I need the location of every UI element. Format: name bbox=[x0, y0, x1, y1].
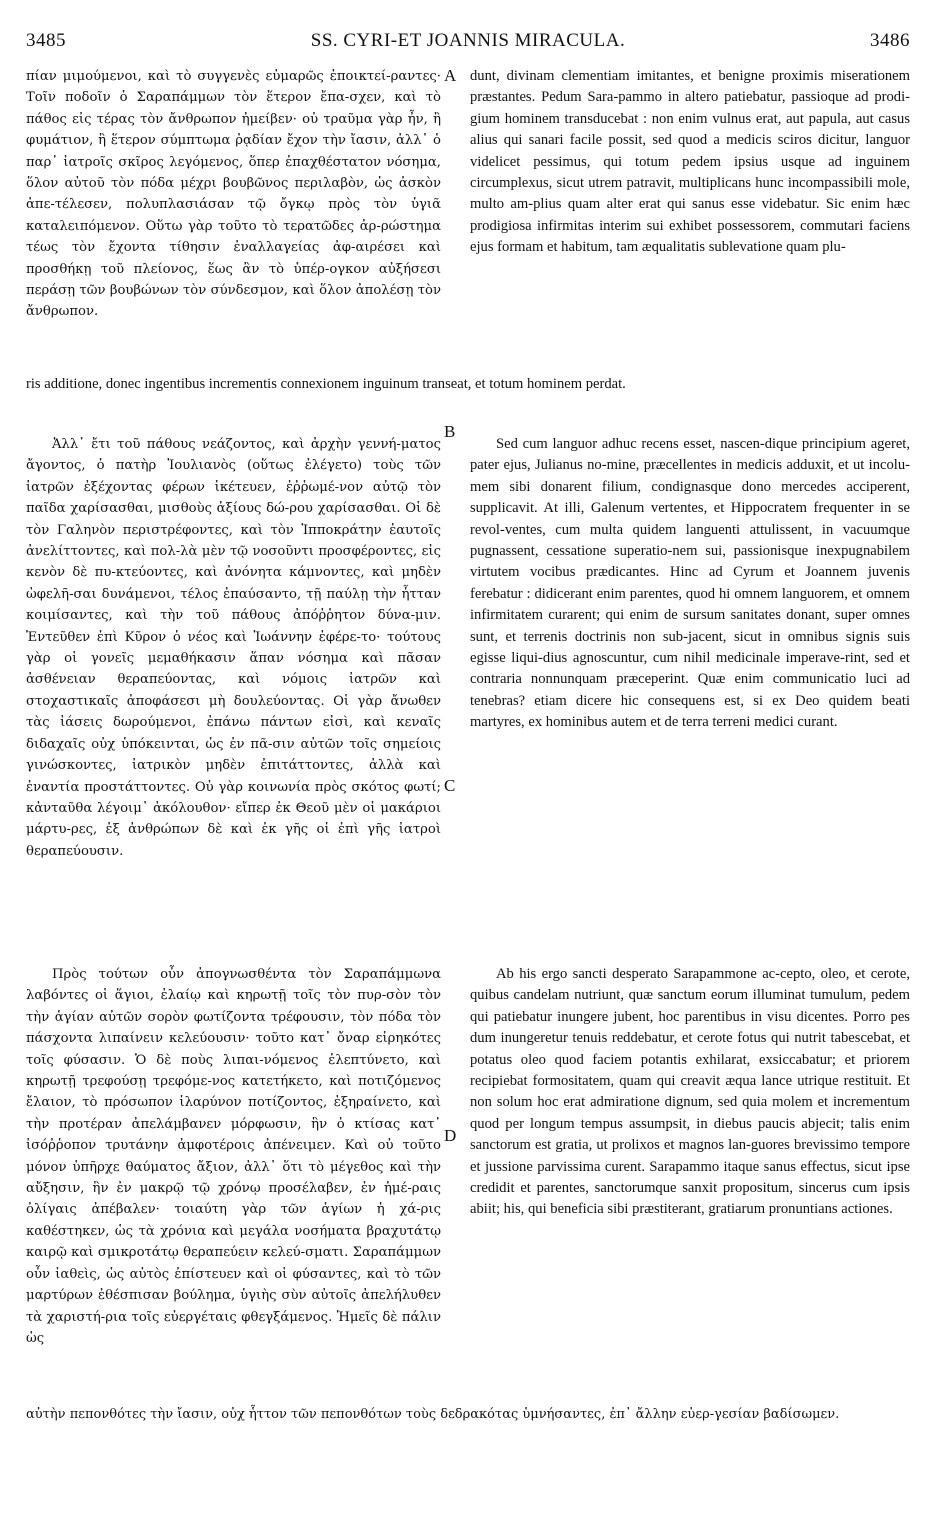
latin-paragraph-1-continuation: ris additione, donec ingentibus incrementis connexionem inguinum transeat, et totum hominem perdat. bbox=[26, 376, 626, 392]
margin-marker-d: D bbox=[444, 1126, 457, 1145]
margin-marker-a: A bbox=[444, 66, 457, 85]
greek-paragraph-2: Ἀλλ᾽ ἔτι τοῦ πάθους νεάζοντος, καὶ ἀρχὴν γεννή-ματος ἄγοντος, ὁ πατὴρ Ἰουλιανὸς (οὕτως ἐλέγετο) τοὺς τῶν ἰατρῶν ἐξέχοντας φέρων ἱκέτευεν, ἐῤῥωμέ-νον αὐτῷ τὸν παῖδα χαρίσασθαι, μισθοὺς ἀξίους δώ-ρου χαρίσασθαι. Οἱ δὲ τὸν Γαληνὸν περιστρέφοντες, καὶ τὸν Ἱπποκράτην ἑαυτοῖς ἀνελίττοντες, καὶ πολ-λὰ μὲν τῷ νοσοῦντι προσφέροντες, εἰς κενὸν δὲ πυ-κτεύοντες, καὶ ἀνόνητα κάμνοντες, καὶ μηδὲν ὠφελῆ-σαι δυνάμενοι, τέλος ἐπαύσαντο, τῇ παύλῃ τὴν ἧτταν κοιμίσαντες, καὶ τὴν τοῦ πάθους ἀπόῤῥητον δύνα-μιν. Ἐντεῦθεν ἐπὶ Κῦρον ὁ νέος καὶ Ἰωάννην ἐφέρε-το· τούτους γὰρ οἱ γονεῖς μεμαθήκασιν ἅπαν νόσημα καὶ πᾶσαν ἀσθένειαν θεραπεύοντας, καὶ νόμοις ἰατρῶν καὶ στοχαστικαῖς ἀποφάσεσι μὴ δουλεύοντας. Οἱ γὰρ ἄνωθεν τὰς ἰάσεις δωρούμενοι, ἐπάνω πάντων εἰσὶ, καὶ κεναῖς διδαχαῖς οὐχ ὑπόκεινται, ὡς ἐν πᾶ-σιν αὐτῶν τοῖς σημείοις γινώσκοντες, ἰατρικὸν μηδὲν ἐπιτάττοντες, ἀλλὰ καὶ ἐναντία προστάττοντες. Οὐ γὰρ κοινωνία πρὸς σκότος φωτί; κἀνταῦθα λέγοιμ᾽ ἀκόλουθον· εἴπερ ἐκ Θεοῦ μὲν οἱ μακάριοι μάρτυ-ρες, ἐξ ἀνθρώπων δὲ καὶ ἐκ γῆς οἱ ἐπὶ γῆς ἰατροὶ θεραπεύουσιν. bbox=[26, 437, 441, 859]
latin-column-block-3 bbox=[470, 964, 910, 1221]
greek-paragraph-3: Πρὸς τούτων οὖν ἀπογνωσθέντα τὸν Σαραπάμμωνα λαβόντες οἱ ἅγιοι, ἐλαίῳ καὶ κηρωτῇ τοῖς τὸν πυρ-σὸν τὸν τὴν ἁγίαν αὐτῶν σορὸν φωτίζοντα τρέφουσιν, τὸν πόδα τὸν πάσχοντα λιπαίνειν κελεύουσιν· τοῦτο κατ᾽ ὄναρ εἰρηκότες τοῖς φύσασιν. Ὁ δὲ ποὺς λιπαι-νόμενος ἐλεπτύνετο, καὶ κηρωτῇ τρεφούσῃ τρεφόμε-νος κατετήκετο, καὶ ποτιζόμενος ἔλαιον, τὸ πρόσωπον ἱλαρύνον ποτίζοντος, ἐξηραίνετο, καὶ τὴν προτέραν ἀπελάμβανεν μόρφωσιν, ἣν ὁ κτίσας κατ᾽ ἰσόῤῥοπον τρυτάνην ἀμφοτέροις ἀπένειμεν. Καὶ οὐ τοῦτο μόνον ὑπῆρχε θαύματος ἄξιον, ἀλλ᾽ ὅτι τὸ μέγεθος καὶ τὴν αὔξησιν, ἣν ἐν μακρῷ τῷ χρόνῳ προσέλαβεν, ἐν ἡμέ-ραις ὀλίγαις ἀπέβαλεν· τοιαύτη γὰρ τῶν ἁγίων ἡ χά-ρις καθέστηκεν, ὡς τὰ χρόνια καὶ μεγάλα νοσήματα βραχυτάτῳ καιρῷ καὶ σμικροτάτῳ θεραπεύειν κελεύ-σματι. Σαραπάμμων οὖν ἰαθεὶς, ὡς αὐτὸς ἐπίστευεν καὶ οἱ φύσαντες, καὶ τὸ τῶν μαρτύρων ἐθέσπισαν βούλημα, ὑγιὴς σὺν αὐτοῖς ἀπελήλυθεν τὰ χαριστή-ρια τοῖς εὐεργέταις φθεγξάμενος. Ἡμεῖς δὲ πάλιν ὡς bbox=[26, 967, 441, 1346]
latin-paragraph-1: dunt, divinam clementiam imitantes, et benigne proximis miserationem præstantes. Pedum Sara-pammo in altero patiebatur, passioque ad prodi-gium hominem transducebat : non enim vulnus erat, aut papula, aut casus alius qui sanari facile possit, sed quod a medicis sciros dicitur, languor videlicet pessimus, qui totum pedem ipsius usque ad inguinem circumplexus, sicut utrem patravit, multiplicans hunc incompassibili mole, multo am-plius quam alter erat qui sanus esse videbatur. Sic enim hæc prodigiosa infirmitas interim sui exhibet possessorem, commutari faciens ejus formam et habitum, tam æqualitatis sublevatione quam plu- bbox=[470, 68, 910, 256]
greek-paragraph-1: πίαν μιμούμενοι, καὶ τὸ συγγενὲς εὐμαρῶς ἐποικτεί-ραντες· Τοῖν ποδοῖν ὁ Σαραπάμμων τὸν ἕτερον ἔπα-σχεν, καὶ τὸ πάθος εἰς τέρας τὸν ἄνθρωπον ἠμείβεν· οὐ τραῦμα γὰρ ἦν, ἢ φυμάτιον, ἢ ἕτερον σύμπτωμα ῥᾳδίαν ἔχον τὴν ἴασιν, ἀλλ᾽ ὁ παρ᾽ ἰατροῖς σκῖρος λεγόμενος, ὅπερ ἐπαχθέστατον νόσημα, ὅλον αὐτοῦ τὸν πόδα μέχρι βουβῶνος περιλαβὸν, ὡς ἀσκὸν ἀπε-τέλεσεν, πολυπλασιάσαν τῷ ὄγκῳ πρὸς τὸν ὑγιᾶ καταλειπόμενον. Οὕτω γὰρ τοῦτο τὸ τερατῶδες ἀρ-ρώστημα τέως τὸν ἔχοντα τίθησιν ἐναλλαγείας ἀφ-αιρέσει καὶ προσθήκῃ τοῦ πλείονος, ἕως ἂν τὸ ὑπέρ-ογκον αὐξήσεσι περάσῃ τῶν βουβώνων τὸν σύνδεσμον, καὶ ὅλον ἀπολέσῃ τὸν ἄνθρωπον. bbox=[26, 69, 441, 320]
latin-paragraph-3: Ab his ergo sancti desperato Sarapammone ac-cepto, oleo, et cerote, quibus candelam nutriunt, quæ sanctum eorum illuminat tumulum, pedem qui patiebatur inungere jubent, hoc parentibus in visu dicentes. Porro pes dum inungeretur tenuis reddebatur, et cerote fotus qui nutrit tabescebat, et potatus oleo quod faciem potantis exhilarat, exsiccabatur; et priorem recipiebat formositatem, quam qui creavit æqua lance utrique restituit. Et non solum hoc erat admiratione dignum, sed quia molem et incrementum quod per longum tempus assumpsit, in diebus paucis abjecit; talis enim sanctorum est gratia, ut prolixos et magnos lan-guores brevissimo tempore et jussione parvissima curent. Sarapammo itaque sanus effectus, sicut ipse credidit et parentes, sanctorumque sanxit propositum, sincerus cum ipsis abiit; his, qui beneficia sibi præstiterant, gratiarum pronuntians actiones. bbox=[470, 966, 910, 1218]
latin-paragraph-2: Sed cum languor adhuc recens esset, nascen-dique principium ageret, pater ejus, Julianus no-mine, præcellentes in medicis adduxit, et ut incolu-mem sibi donarent filium, condignasque dono mercedes acciperent, supplicavit. At illi, Galenum vertentes, et Hippocratem frequenter in se revol-ventes, cum multa quidem languenti attulissent, in vacuumque pugnassent, cessatione superatio-nem sui, passionisque inexpugnabilem virtutem vocibus prædicantes. Hinc ad Cyrum et Joannem juvenis ferebatur : didicerant enim parentes, quod hi omnem languorem, et omnem infirmitatem curarent; qui enim de sursum sanitates donant, super omnes sunt, et terrenis doctrinis non sub-jacent, sicut in omnibus signis suis egisse liqui-dius agnoscuntur, cum nihil medicinale imperave-rint, sed et contraria nonnunquam præceperint. Quæ enim communicatio luci ad tenebras? etiam dicere hic consequens est, si ex Deo quidem beati martyres, ex hominibus autem et de terra terreni medici curant. bbox=[470, 436, 910, 731]
margin-marker-b: B bbox=[444, 422, 456, 441]
page-header bbox=[26, 30, 910, 58]
greek-column-block-1 bbox=[26, 66, 441, 323]
margin-marker-c: C bbox=[444, 776, 456, 795]
greek-paragraph-3-continuation: αὐτὴν πεπονθότες τὴν ἴασιν, οὐχ ἧττον τῶν πεπονθότων τοὺς δεδρακότας ὑμνήσαντες, ἐπ᾽ ἄλλην εὐερ-γεσίαν βαδίσωμεν. bbox=[26, 1407, 840, 1422]
latin-column-block-1 bbox=[470, 66, 910, 259]
greek-column-block-3 bbox=[26, 964, 441, 1349]
greek-column-block-2 bbox=[26, 434, 441, 862]
page-number-right: 3486 bbox=[870, 30, 910, 51]
running-title: SS. CYRI-ET JOANNIS MIRACULA. bbox=[310, 30, 626, 51]
latin-column-block-2 bbox=[470, 434, 910, 734]
page-number-left: 3485 bbox=[26, 30, 66, 51]
